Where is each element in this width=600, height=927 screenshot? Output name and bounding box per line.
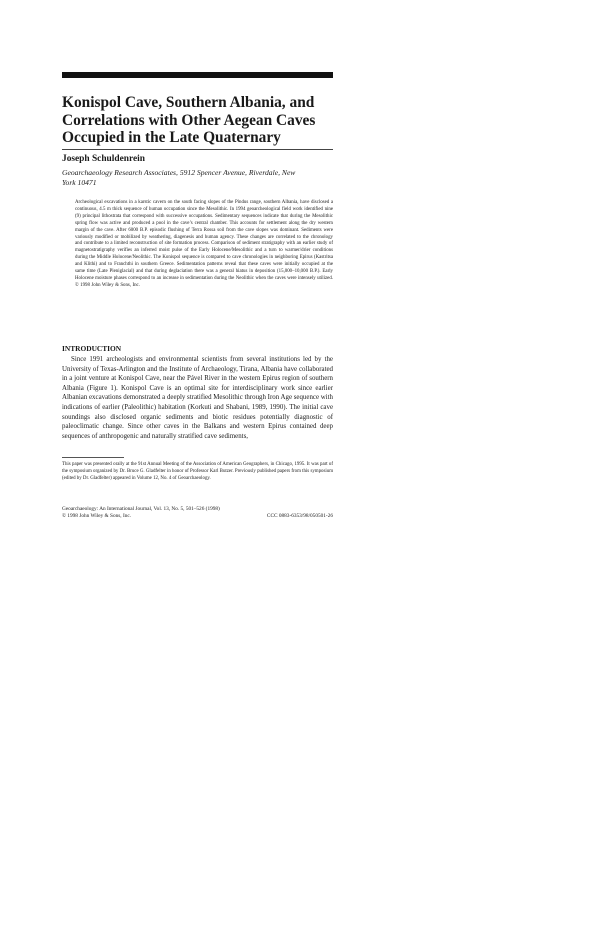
header-rule (62, 72, 333, 78)
title-divider (62, 149, 333, 150)
journal-info (62, 506, 333, 521)
copyright-notice: © 1998 John Wiley & Sons, Inc. (62, 513, 132, 520)
article-title: Konispol Cave, Southern Albania, and Correlations with Other Aegean Caves Occupied in the Late Quaternary (62, 94, 316, 146)
journal-citation: Geoarchaeology: An International Journal, Vol. 13, No. 5, 501–526 (1998) (62, 506, 220, 512)
abstract: Archeological excavations in a karstic cavern on the south facing slopes of the Pindus range, southern Albania, have disclosed a continuous, 4.5 m thick sequence of human occupation since the Mesolithic. In 1994 geoarcheological field work identified nine (9) principal lithostrata that correspond with successive occupations. Sedimentary sequences indicate that during the Mesolithic spring flow was active and produced a pool in the cave’s central chamber. This accounts for settlement along the dry western margin of the cave. After 6000 B.P. episodic flushing of Terra Rossa soil from the cave slopes was dominant. Sediments were variously modified or mobilized by weathering, diagenesis and human agency. These changes are correlated to the chronology and contribute to a limited reconstruction of site formation process. Comparison of sediment stratigraphy with an earlier study of magnetostratigraphy verifies an inferred moist pulse of the Early Holocene/Mesolithic and a turn to warmer/drier conditions during the Middle Holocene/Neolithic. The Konispol sequence is compared to cave chronologies in neighboring Epirus (Kastritsa and Klithi) and to Franchthi in southern Greece. Sedimentation patterns reveal that these caves were initially occupied at the same time (Late Pleniglacial) and that during deglaciation there was a general hiatus in deposition (15,000–10,000 B.P.). Early Holocene moisture phases correspond to an increase in sedimentation during the Neolithic when the caves were intensely utilized. © 1998 John Wiley & Sons, Inc. (75, 200, 333, 288)
author-affiliation: Geoarchaeology Research Associates, 5912 Spencer Avenue, Riverdale, New York 10471 (62, 168, 296, 187)
section-heading-introduction: INTRODUCTION (62, 344, 122, 353)
footnote: This paper was presented orally at the 91st Annual Meeting of the Association of American Geographers, in Chicago, 1995. It was part of the symposium organized by Dr. Bruce G. Gladfelter in honor of Professor Karl Butzer. Previously published papers from this symposium (edited by Dr. Gladfelter) appeared in Volume 12, No. 4 of Geoarchaeology. (62, 462, 333, 481)
ccc-code: CCC 0883-6353/98/050501-26 (266, 513, 333, 520)
author-name: Joseph Schuldenrein (62, 154, 145, 164)
footnote-rule (62, 457, 124, 458)
introduction-body (62, 355, 333, 441)
body-paragraph: Since 1991 archeologists and environmental scientists from several institutions led by the University of Texas-Arlington and the Institute of Archaeology, Tirana, Albania have collaborated in a joint venture at Konispol Cave, near the Pável River in the western Epirus region of southern Albania (Figure 1). Konispol Cave is an optimal site for interdisciplinary work since earlier Albanian excavations demonstrated a deeply stratified Mesolithic through Iron Age sequence with indications of earlier (Paleolithic) habitation (Korkuti and Shabani, 1989, 1990). The initial cave soundings also disclosed organic sediments and biotic residues potentially diagnostic of paleoclimatic change. Since other caves in the Balkans and western Epirus contained deep sequences of anthropogenic and naturally stratified cave sediments, (62, 356, 333, 440)
